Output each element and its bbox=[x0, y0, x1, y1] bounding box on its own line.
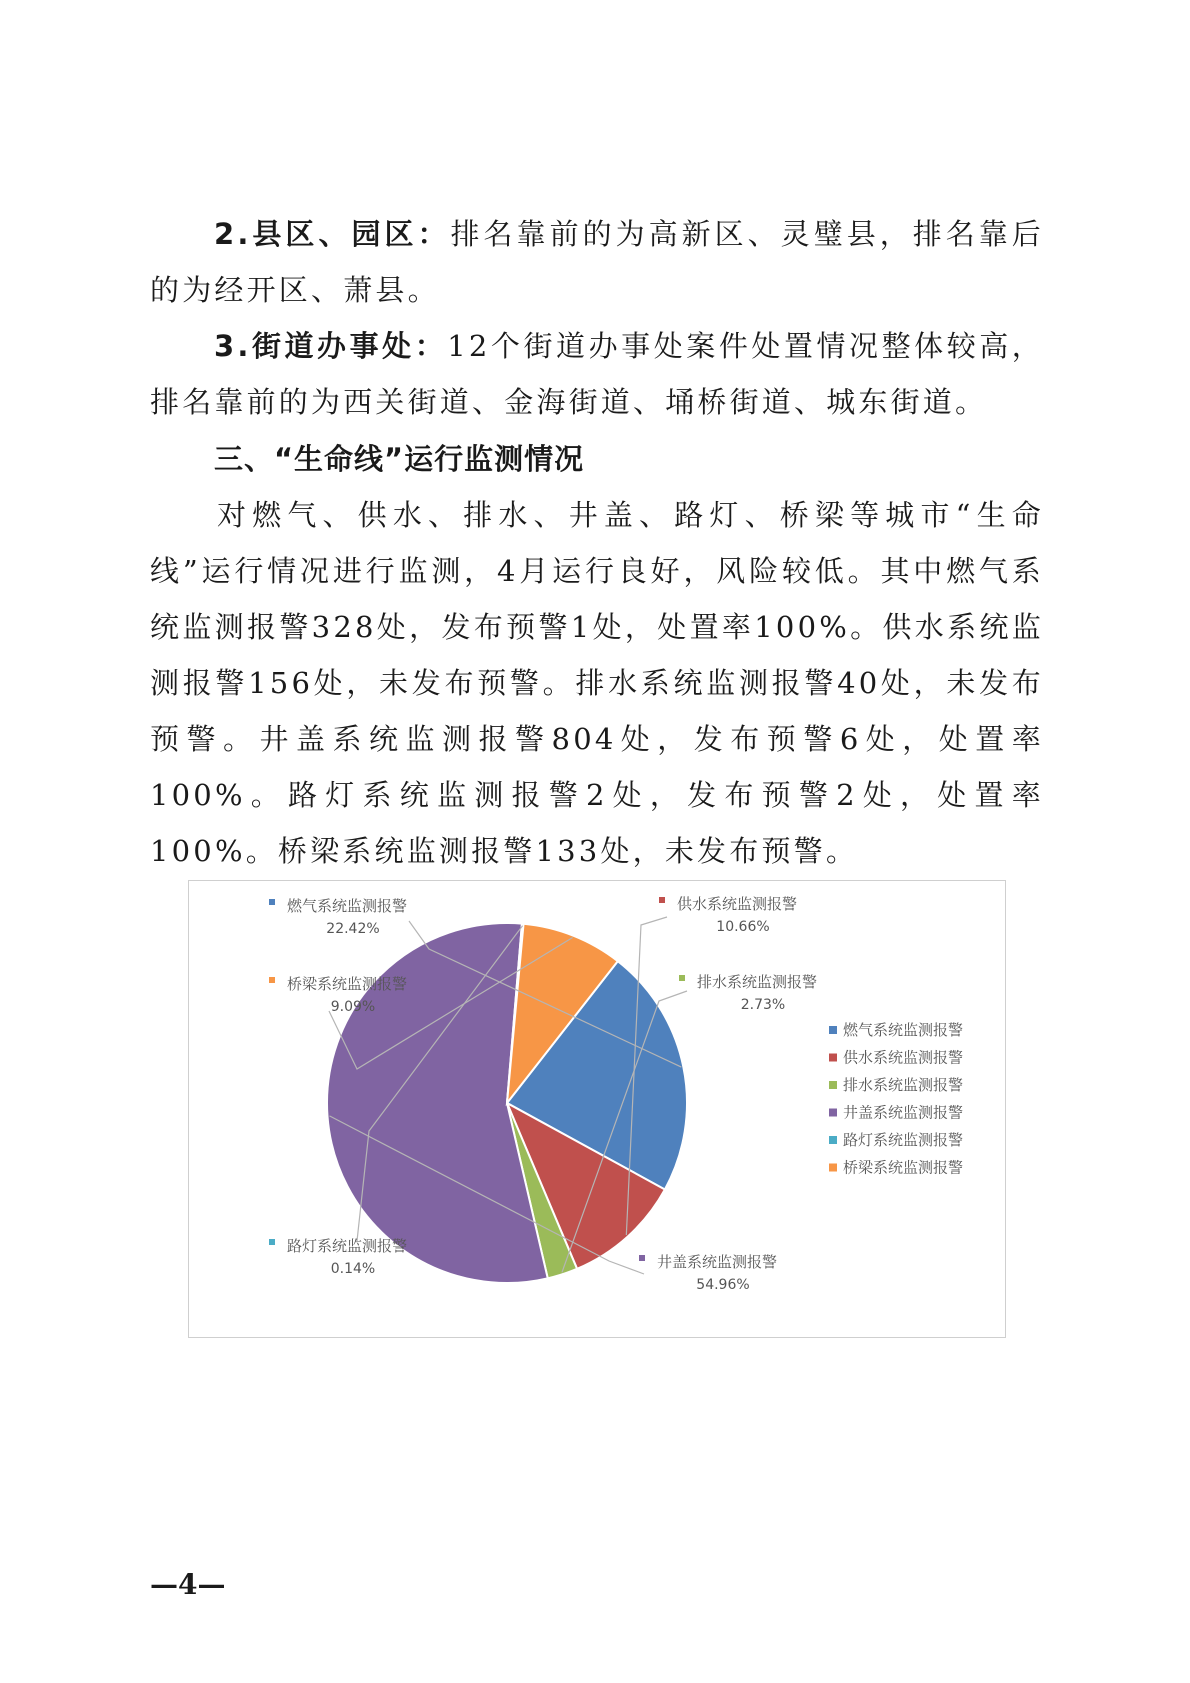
section-heading: 三、“生命线”运行监测情况 bbox=[214, 442, 585, 476]
paragraph-street-text: 12个街道办事处案件处置情况整体较高，排名靠前的为西关街道、金海街道、埇桥街道、城东街道。 bbox=[150, 329, 1045, 419]
data-label-marker bbox=[269, 899, 275, 905]
data-label-percent: 54.96% bbox=[696, 1277, 750, 1293]
paragraph-lifeline bbox=[150, 487, 1044, 879]
paragraph-county bbox=[150, 206, 1044, 318]
paragraph-street bbox=[150, 318, 1044, 430]
data-label-name: 燃气系统监测报警 bbox=[287, 897, 408, 915]
legend-swatch bbox=[829, 1136, 837, 1144]
legend-entry: 燃气系统监测报警 bbox=[843, 1021, 964, 1039]
legend-entry: 排水系统监测报警 bbox=[843, 1076, 964, 1094]
legend-swatch bbox=[829, 1081, 837, 1089]
paragraph-lifeline-text: 对燃气、供水、排水、井盖、路灯、桥梁等城市“生命线”运行情况进行监测，4月运行良好，风险较低。其中燃气系统监测报警328处，发布预警1处，处置率100%。供水系统监测报警156处，未发布预警。排水系统监测报警40处，未发布预警。井盖系统监测报警804处，发布预警6处，处置率100%。路灯系统监测报警2处，发布预警2处，处置率100%。桥梁系统监测报警133处，未发布预警。 bbox=[150, 498, 1044, 868]
legend-swatch bbox=[829, 1164, 837, 1172]
data-label-name: 桥梁系统监测报警 bbox=[287, 975, 408, 993]
data-label-marker bbox=[659, 897, 665, 903]
data-label-percent: 10.66% bbox=[716, 919, 770, 935]
data-label-name: 供水系统监测报警 bbox=[677, 895, 798, 913]
legend-swatch bbox=[829, 1109, 837, 1117]
paragraph-street-lead: 3.街道办事处： bbox=[214, 329, 448, 363]
legend-entry: 桥梁系统监测报警 bbox=[843, 1158, 964, 1177]
data-label-percent: 9.09% bbox=[330, 999, 376, 1015]
legend-entry: 供水系统监测报警 bbox=[843, 1048, 964, 1067]
data-label-marker bbox=[639, 1255, 645, 1261]
pie-chart-svg bbox=[189, 881, 1007, 1339]
data-label-name: 路灯系统监测报警 bbox=[287, 1237, 408, 1255]
data-label-marker bbox=[269, 1239, 275, 1245]
data-label-marker bbox=[269, 977, 275, 983]
data-label-percent: 0.14% bbox=[330, 1261, 376, 1277]
data-label-percent: 2.73% bbox=[740, 997, 786, 1013]
data-label-name: 排水系统监测报警 bbox=[697, 973, 818, 991]
pie-chart bbox=[188, 880, 1006, 1338]
paragraph-county-text: 排名靠前的为高新区、灵璧县，排名靠后的为经开区、萧县。 bbox=[150, 217, 1044, 307]
legend-swatch bbox=[829, 1026, 837, 1034]
paragraph-county-lead: 2.县区、园区： bbox=[214, 217, 451, 251]
legend-entry: 路灯系统监测报警 bbox=[843, 1131, 964, 1149]
data-label-marker bbox=[679, 975, 685, 981]
legend-entry: 井盖系统监测报警 bbox=[843, 1103, 964, 1122]
legend-swatch bbox=[829, 1054, 837, 1062]
data-label-name: 井盖系统监测报警 bbox=[657, 1253, 778, 1271]
data-label-percent: 22.42% bbox=[326, 921, 380, 937]
page-number: —4— bbox=[150, 1568, 226, 1601]
